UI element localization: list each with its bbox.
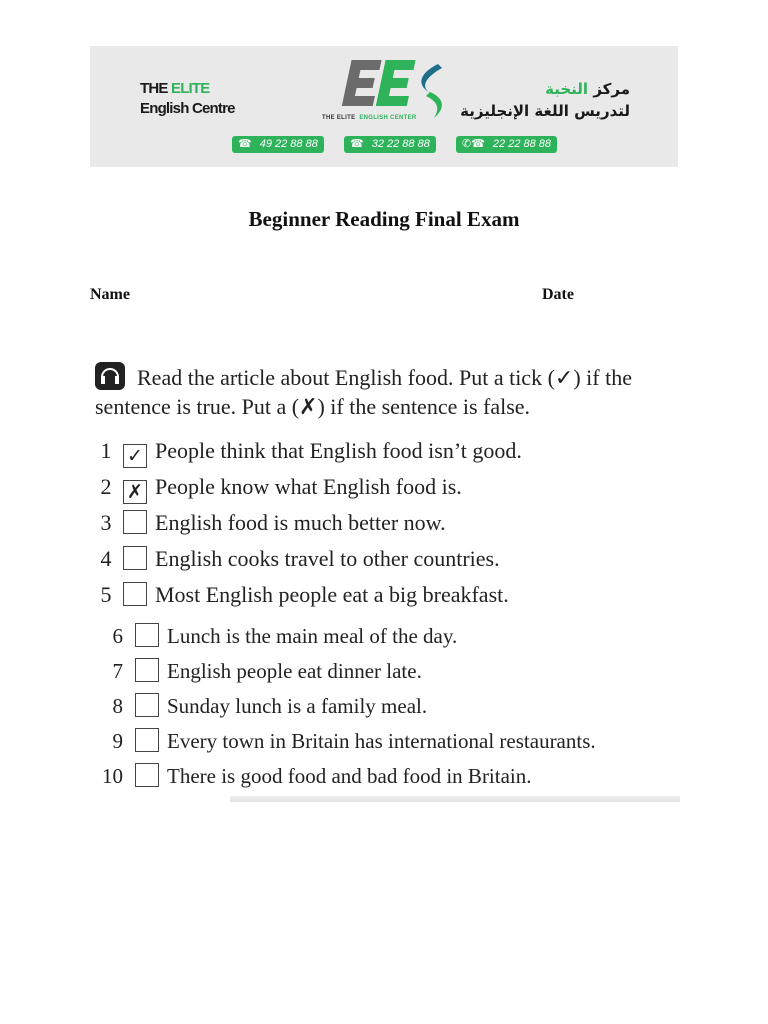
list-item: 9 Every town in Britain has international restaurants.	[112, 729, 596, 753]
scan-edge-divider	[230, 796, 680, 802]
date-label: Date	[542, 286, 574, 303]
phone-icon: ☎	[350, 138, 364, 150]
answer-checkbox[interactable]: ✗	[123, 480, 147, 504]
list-item: 7 English people eat dinner late.	[112, 659, 422, 683]
name-label: Name	[90, 286, 130, 303]
list-item: 1 ✓ People think that English food isn’t good.	[100, 438, 522, 467]
list-item: 3 English food is much better now.	[100, 510, 446, 535]
headphones-icon	[95, 362, 125, 390]
item-text: English people eat dinner late.	[167, 659, 422, 683]
item-text: People think that English food isn’t good.	[155, 438, 522, 463]
answer-checkbox[interactable]	[123, 510, 147, 534]
phone-badge-3: ✆☎ 22 22 88 88	[456, 136, 557, 153]
item-text: Most English people eat a big breakfast.	[155, 582, 509, 607]
exercise-instruction: Read the article about English food. Put a tick (✓) if the sentence is true. Put a (✗) if the sentence is false.	[95, 362, 670, 421]
list-item: 5 Most English people eat a big breakfast.	[100, 582, 509, 607]
brand-ar-nukhba: النخبة	[545, 80, 589, 98]
brand-english	[140, 79, 235, 119]
item-text: English food is much better now.	[155, 510, 446, 535]
whatsapp-phone-icon: ✆☎	[462, 138, 485, 150]
phone-icon: ☎	[238, 138, 252, 150]
item-text: English cooks travel to other countries.	[155, 546, 500, 571]
item-text: Every town in Britain has international restaurants.	[167, 729, 596, 753]
answer-checkbox[interactable]	[135, 658, 159, 682]
page-title: Beginner Reading Final Exam	[248, 207, 520, 231]
item-text: There is good food and bad food in Britain.	[167, 764, 532, 788]
answer-checkbox[interactable]	[123, 546, 147, 570]
phone-badge-1: ☎ 49 22 88 88	[232, 136, 324, 153]
list-item: 6 Lunch is the main meal of the day.	[112, 624, 458, 648]
item-text: Lunch is the main meal of the day.	[167, 624, 458, 648]
item-text: Sunday lunch is a family meal.	[167, 694, 428, 718]
list-item: 2 ✗ People know what English food is.	[100, 474, 462, 503]
brand-ar-markaz: مركز	[593, 80, 630, 98]
phone-badge-2: ☎ 32 22 88 88	[344, 136, 436, 153]
list-item: 8 Sunday lunch is a family meal.	[112, 694, 428, 718]
answer-checkbox[interactable]	[135, 693, 159, 717]
answer-checkbox[interactable]	[123, 582, 147, 606]
brand-elite: ELITE	[170, 80, 210, 97]
logo-subtitle: THE ELITE ENGLISH CENTER	[322, 115, 417, 121]
header-banner	[90, 46, 678, 167]
list-item: 4 English cooks travel to other countries.	[100, 546, 500, 571]
answer-checkbox[interactable]: ✓	[123, 444, 147, 468]
brand-the: THE	[140, 80, 168, 97]
brand-arabic	[460, 78, 630, 122]
answer-checkbox[interactable]	[135, 623, 159, 647]
list-item: 10 There is good food and bad food in Britain.	[102, 764, 532, 788]
brand-english-centre: English Centre	[140, 100, 235, 117]
brand-ar-line2: لتدريس اللغة الإنجليزية	[460, 102, 630, 120]
reading-exercise	[90, 356, 680, 802]
answer-checkbox[interactable]	[135, 728, 159, 752]
item-text: People know what English food is.	[155, 474, 462, 499]
answer-checkbox[interactable]	[135, 763, 159, 787]
